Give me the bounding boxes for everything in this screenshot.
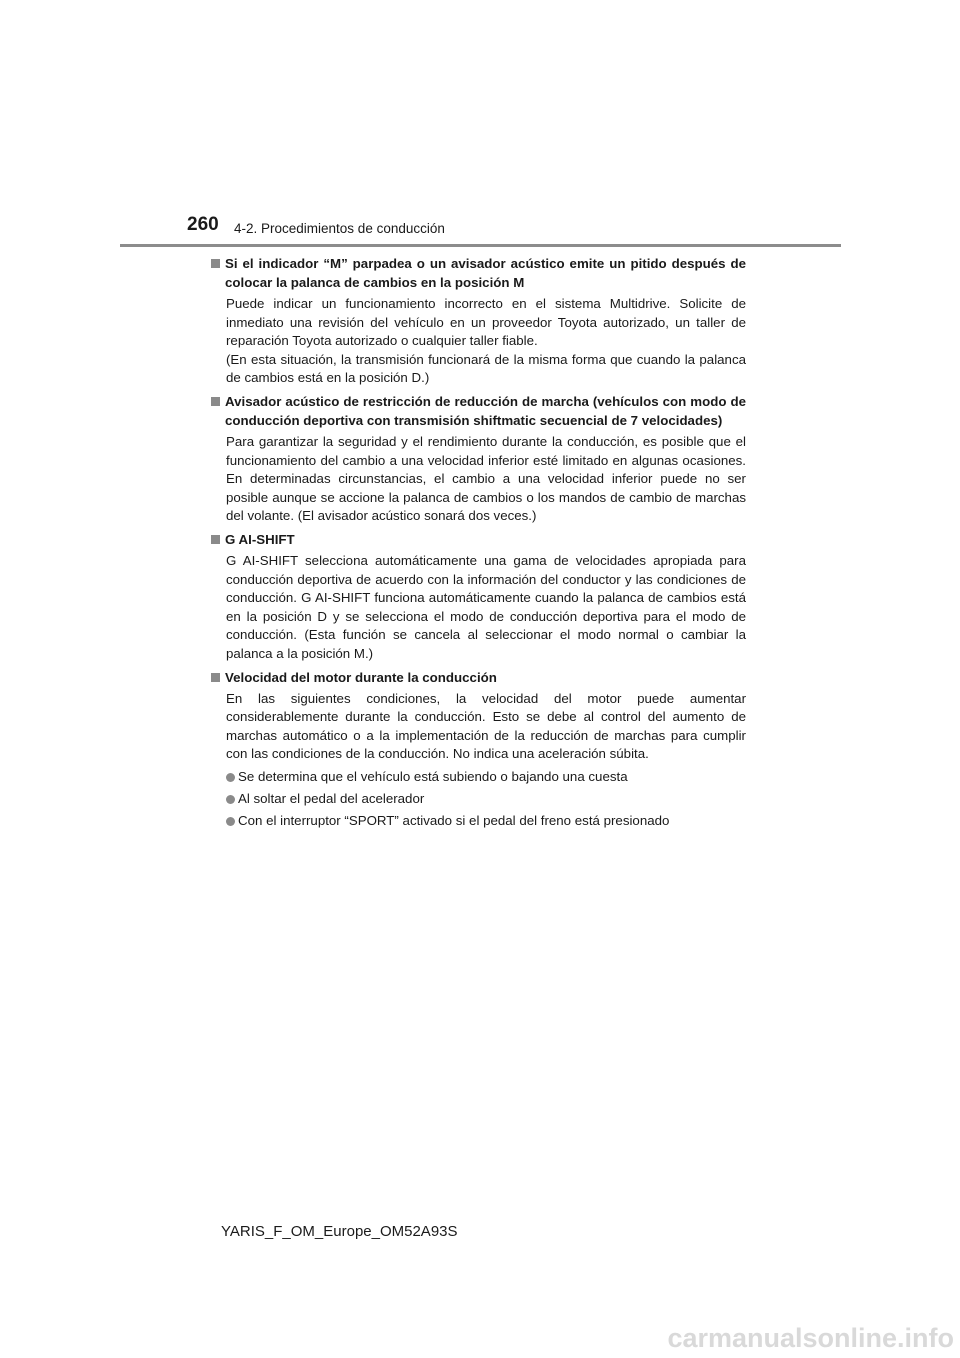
- circle-bullet-icon: [226, 773, 235, 782]
- note-body: Para garantizar la seguridad y el rendimiento durante la conducción, es posible que el funcionamiento del cambio a una velocidad inferior esté limitado en algunas ocasiones. En determinadas circunstancias, el cambio a una velocidad inferior puede no ser posible aunque se accione la palanca de cambios o los mandos de cambio de marchas del volante. (El avisador acústico sonará dos veces.): [226, 433, 746, 524]
- list-item: [226, 812, 746, 831]
- note-title: [210, 392, 746, 430]
- square-bullet-icon: [211, 397, 220, 406]
- bullet-list: [210, 768, 746, 831]
- note-title-text: Velocidad del motor durante la conducción: [225, 669, 497, 685]
- page-number: 260: [187, 214, 219, 235]
- note-engine-speed: [210, 668, 746, 831]
- section-title: 4-2. Procedimientos de conducción: [234, 221, 445, 236]
- note-title-text: Si el indicador “M” parpadea o un avisador acústico emite un pitido después de colocar la palanca de cambios en la posición M: [225, 256, 746, 290]
- list-item: [226, 790, 746, 809]
- note-title: [210, 668, 746, 687]
- note-title-text: Avisador acústico de restricción de reducción de marcha (vehículos con modo de conducción deportiva con transmisión shiftmatic secuencial de 7 velocidades): [225, 393, 746, 428]
- list-item-text: Con el interruptor “SPORT” activado si el pedal del freno está presionado: [238, 813, 670, 829]
- square-bullet-icon: [211, 673, 220, 682]
- circle-bullet-icon: [226, 817, 235, 826]
- circle-bullet-icon: [226, 795, 235, 804]
- main-content: [210, 254, 746, 835]
- note-downshift-buzzer: [210, 392, 746, 526]
- note-title-text: G AI-SHIFT: [225, 531, 295, 547]
- header-divider: [120, 244, 841, 247]
- note-title: [210, 254, 746, 292]
- document-id: YARIS_F_OM_Europe_OM52A93S: [221, 1223, 458, 1240]
- square-bullet-icon: [211, 535, 220, 544]
- square-bullet-icon: [211, 259, 220, 268]
- note-g-ai-shift: [210, 530, 746, 664]
- list-item: [226, 768, 746, 787]
- list-item-text: Al soltar el pedal del acelerador: [238, 790, 425, 806]
- note-m-indicator: [210, 254, 746, 388]
- note-body: En las siguientes condiciones, la velocidad del motor puede aumentar considerablemente durante la conducción. Esto se debe al control del aumento de marchas automático o a la implementación de la reducción de marchas para cumplir con las condiciones de la conducción. No indica una aceleración súbita.: [226, 690, 746, 762]
- list-item-text: Se determina que el vehículo está subiendo o bajando una cuesta: [238, 768, 628, 784]
- note-body: G AI-SHIFT selecciona automáticamente una gama de velocidades apropiada para conducción deportiva de acuerdo con la información del conductor y las condiciones de conducción. G AI-SHIFT funciona automáticamente cuando la palanca de cambios está en la posición D y se selecciona el modo de conducción deportiva para el modo de conducción. (Esta función se cancela al seleccionar el modo normal o cambiar la palanca a la posición M.): [226, 552, 746, 661]
- note-title: [210, 530, 746, 549]
- watermark: carmanualsonline.info: [667, 1323, 954, 1353]
- note-body: Puede indicar un funcionamiento incorrecto en el sistema Multidrive. Solicite de inmediato una revisión del vehículo en un proveedor Toyota autorizado, un taller de reparación Toyota autorizado o cualquier taller fiable. (En esta situación, la transmisión funcionará de la misma forma que cuando la palanca de cambios está en la posición D.): [226, 296, 746, 386]
